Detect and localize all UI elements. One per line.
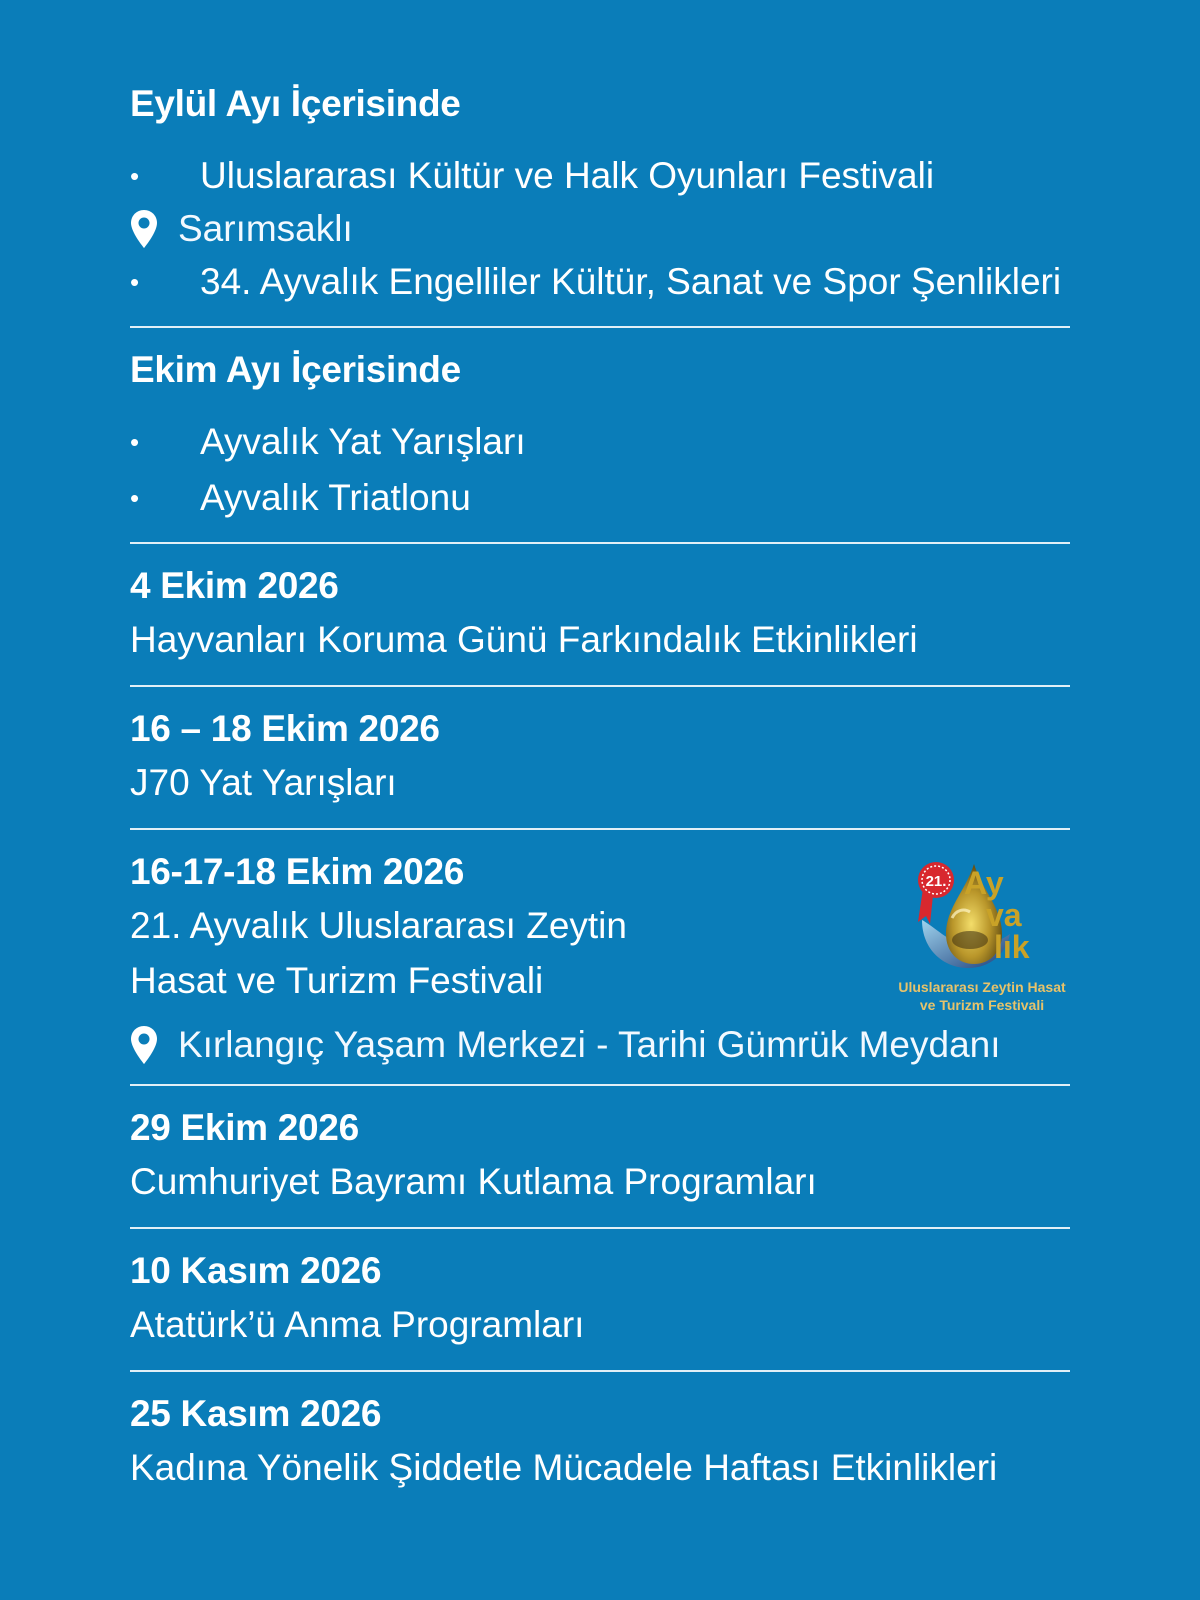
event-title-line-1: 21. Ayvalık Uluslararası Zeytin (130, 905, 627, 946)
event-date: 10 Kasım 2026 (130, 1250, 382, 1291)
event-title: Atatürk’ü Anma Programları (130, 1304, 585, 1345)
event-title: Cumhuriyet Bayramı Kutlama Programları (130, 1161, 817, 1202)
event-date: 29 Ekim 2026 (130, 1107, 359, 1148)
bullet-icon: • (130, 483, 140, 513)
event-ataturk-memorial (130, 1229, 1070, 1372)
bullet-icon: • (130, 161, 140, 191)
list-item (130, 470, 1070, 526)
event-date: 16 – 18 Ekim 2026 (130, 708, 440, 749)
event-date: 16-17-18 Ekim 2026 (130, 851, 465, 892)
list-item (130, 148, 1070, 204)
list-item-text: Ayvalık Yat Yarışları (200, 421, 526, 462)
location-text: Kırlangıç Yaşam Merkezi - Tarihi Gümrük Meydanı (178, 1024, 1001, 1065)
list-item-text: Ayvalık Triatlonu (200, 477, 471, 518)
list-item (130, 254, 1070, 310)
event-j70 (130, 687, 1070, 830)
logo-word-part: Ay (964, 865, 1004, 901)
olive-drop-logo-icon (894, 850, 1070, 978)
section-heading: Ekim Ayı İçerisinde (130, 349, 461, 390)
list-item-text: 34. Ayvalık Engelliler Kültür, Sanat ve Spor Şenlikleri (200, 261, 1062, 302)
bullet-icon: • (130, 267, 140, 297)
event-title: Hayvanları Koruma Günü Farkındalık Etkinlikleri (130, 619, 918, 660)
location-text: Sarımsaklı (178, 208, 353, 249)
logo-caption (894, 978, 1070, 1014)
list-item (130, 414, 1070, 470)
event-title: J70 Yat Yarışları (130, 762, 397, 803)
logo-word-part: lık (994, 929, 1030, 965)
section-october (130, 328, 1070, 544)
event-date: 4 Ekim 2026 (130, 565, 339, 606)
event-title-line-2: Hasat ve Turizm Festivali (130, 960, 544, 1001)
location-pin-icon (130, 1025, 158, 1065)
event-olive-festival (130, 830, 1070, 1086)
event-republic-day (130, 1086, 1070, 1229)
event-date: 25 Kasım 2026 (130, 1393, 382, 1434)
location-pin-icon (130, 209, 158, 249)
festival-logo (894, 850, 1070, 1020)
event-animal-protection (130, 544, 1070, 687)
event-violence-against-women (130, 1372, 1070, 1495)
list-item-text: Uluslararası Kültür ve Halk Oyunları Festivali (200, 155, 935, 196)
logo-badge: 21. (925, 873, 947, 890)
logo-caption-line: ve Turizm Festivali (919, 997, 1045, 1013)
location (130, 202, 1070, 256)
logo-caption-line: Uluslararası Zeytin Hasat (898, 979, 1066, 995)
section-september (130, 78, 1070, 328)
logo-word-part: va (986, 897, 1022, 933)
section-heading: Eylül Ayı İçerisinde (130, 83, 461, 124)
event-title: Kadına Yönelik Şiddetle Mücadele Haftası Etkinlikleri (130, 1447, 998, 1488)
location (130, 1018, 1070, 1072)
bullet-icon: • (130, 427, 140, 457)
